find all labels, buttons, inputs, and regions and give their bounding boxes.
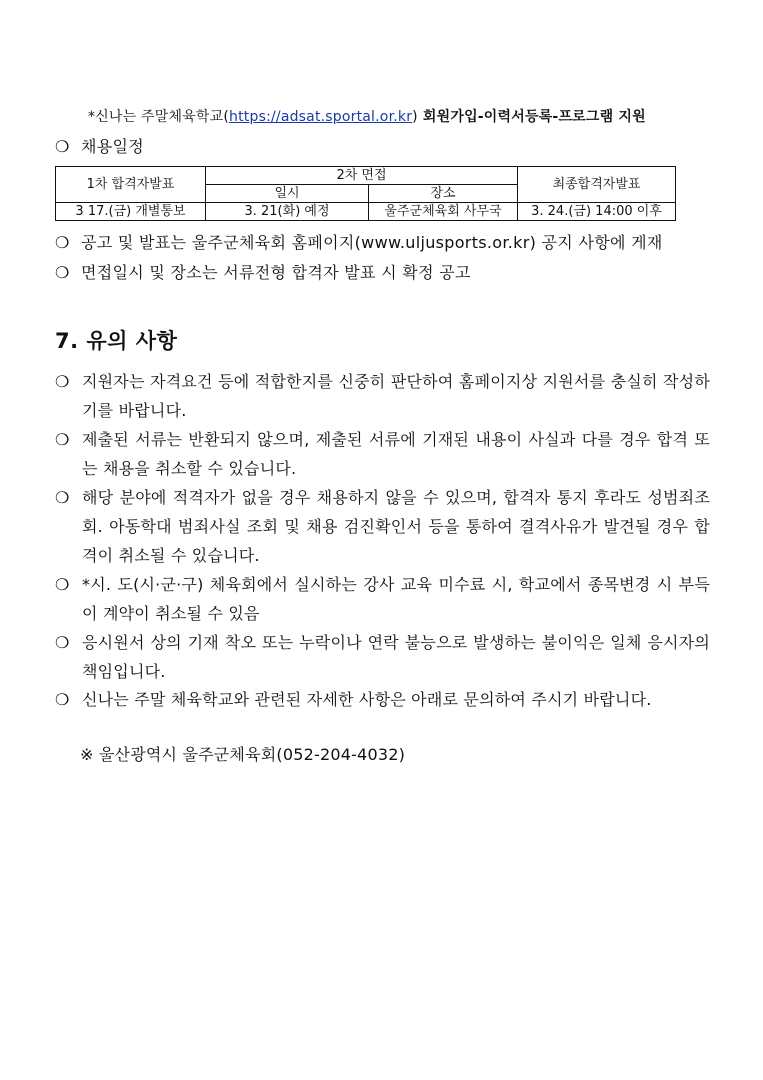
first-result-cell: 3 17.(금) 개별통보 <box>56 203 206 221</box>
note-suffix: ) <box>412 109 418 125</box>
bullet-icon: ❍ <box>55 137 70 156</box>
interview-date-header: 일시 <box>206 185 369 203</box>
list-item-text: 지원자는 자격요건 등에 적합한지를 신중히 판단하여 홈페이지상 지원서를 충실히 작성하기를 바랍니다. <box>82 372 710 420</box>
bullet-icon: ❍ <box>55 233 70 252</box>
list-item-text: *시. 도(시·군·구) 체육회에서 실시하는 강사 교육 미수료 시, 학교에서 종목변경 시 부득이 계약이 취소될 수 있음 <box>82 575 710 623</box>
bullet-icon: ❍ <box>55 575 70 594</box>
list-item-text: 해당 분야에 적격자가 없을 경우 채용하지 않을 수 있으며, 합격자 통지 후라도 성범죄조회. 아동학대 범죄사실 조회 및 채용 검진확인서 등을 통하여 결격사유가 발견될 경우 합격이 취소될 수 있습니다. <box>82 488 710 565</box>
list-item <box>55 628 710 686</box>
contact-info: ※ 울산광역시 울주군체육회(052-204-4032) <box>80 745 406 764</box>
announce-text: 면접일시 및 장소는 서류전형 합격자 발표 시 확정 공고 <box>81 263 471 282</box>
final-result-cell: 3. 24.(금) 14:00 이후 <box>518 203 676 221</box>
interview-date-cell: 3. 21(화) 예정 <box>206 203 369 221</box>
bullet-icon: ❍ <box>55 633 70 652</box>
interview-place-cell: 울주군체육회 사무국 <box>369 203 518 221</box>
table-row <box>56 203 676 221</box>
schedule-heading <box>55 134 144 157</box>
first-result-header: 1차 합격자발표 <box>56 167 206 203</box>
list-item <box>55 570 710 628</box>
announce-text: 공고 및 발표는 울주군체육회 홈페이지(www.uljusports.or.kr) 공지 사항에 게재 <box>81 233 663 252</box>
bullet-icon: ❍ <box>55 430 70 449</box>
application-steps: 회원가입-이력서등록-프로그램 지원 <box>417 109 646 125</box>
final-result-header: 최종합격자발표 <box>518 167 676 203</box>
bullet-icon: ❍ <box>55 372 70 391</box>
schedule-table <box>55 166 676 221</box>
application-note <box>88 106 646 126</box>
list-item <box>55 685 710 714</box>
schedule-heading-text: 채용일정 <box>81 137 145 156</box>
list-item <box>55 425 710 483</box>
list-item <box>55 367 710 425</box>
announce-item <box>55 260 471 283</box>
list-item <box>55 483 710 570</box>
section-title: 7. 유의 사항 <box>55 329 178 353</box>
list-item-text: 신나는 주말 체육학교와 관련된 자세한 사항은 아래로 문의하여 주시기 바랍니다. <box>82 690 652 709</box>
bullet-icon: ❍ <box>55 488 70 507</box>
interview-header: 2차 면접 <box>206 167 518 185</box>
list-item-text: 응시원서 상의 기재 착오 또는 누락이나 연락 불능으로 발생하는 불이익은 일체 응시자의 책임입니다. <box>82 633 710 681</box>
application-link[interactable]: https://adsat.sportal.or.kr <box>229 109 413 125</box>
list-item-text: 제출된 서류는 반환되지 않으며, 제출된 서류에 기재된 내용이 사실과 다를 경우 합격 또는 채용을 취소할 수 있습니다. <box>82 430 710 478</box>
bullet-icon: ❍ <box>55 690 70 709</box>
interview-place-header: 장소 <box>369 185 518 203</box>
note-prefix: *신나는 주말체육학교( <box>88 109 230 125</box>
bullet-icon: ❍ <box>55 263 70 282</box>
announce-item <box>55 230 663 253</box>
